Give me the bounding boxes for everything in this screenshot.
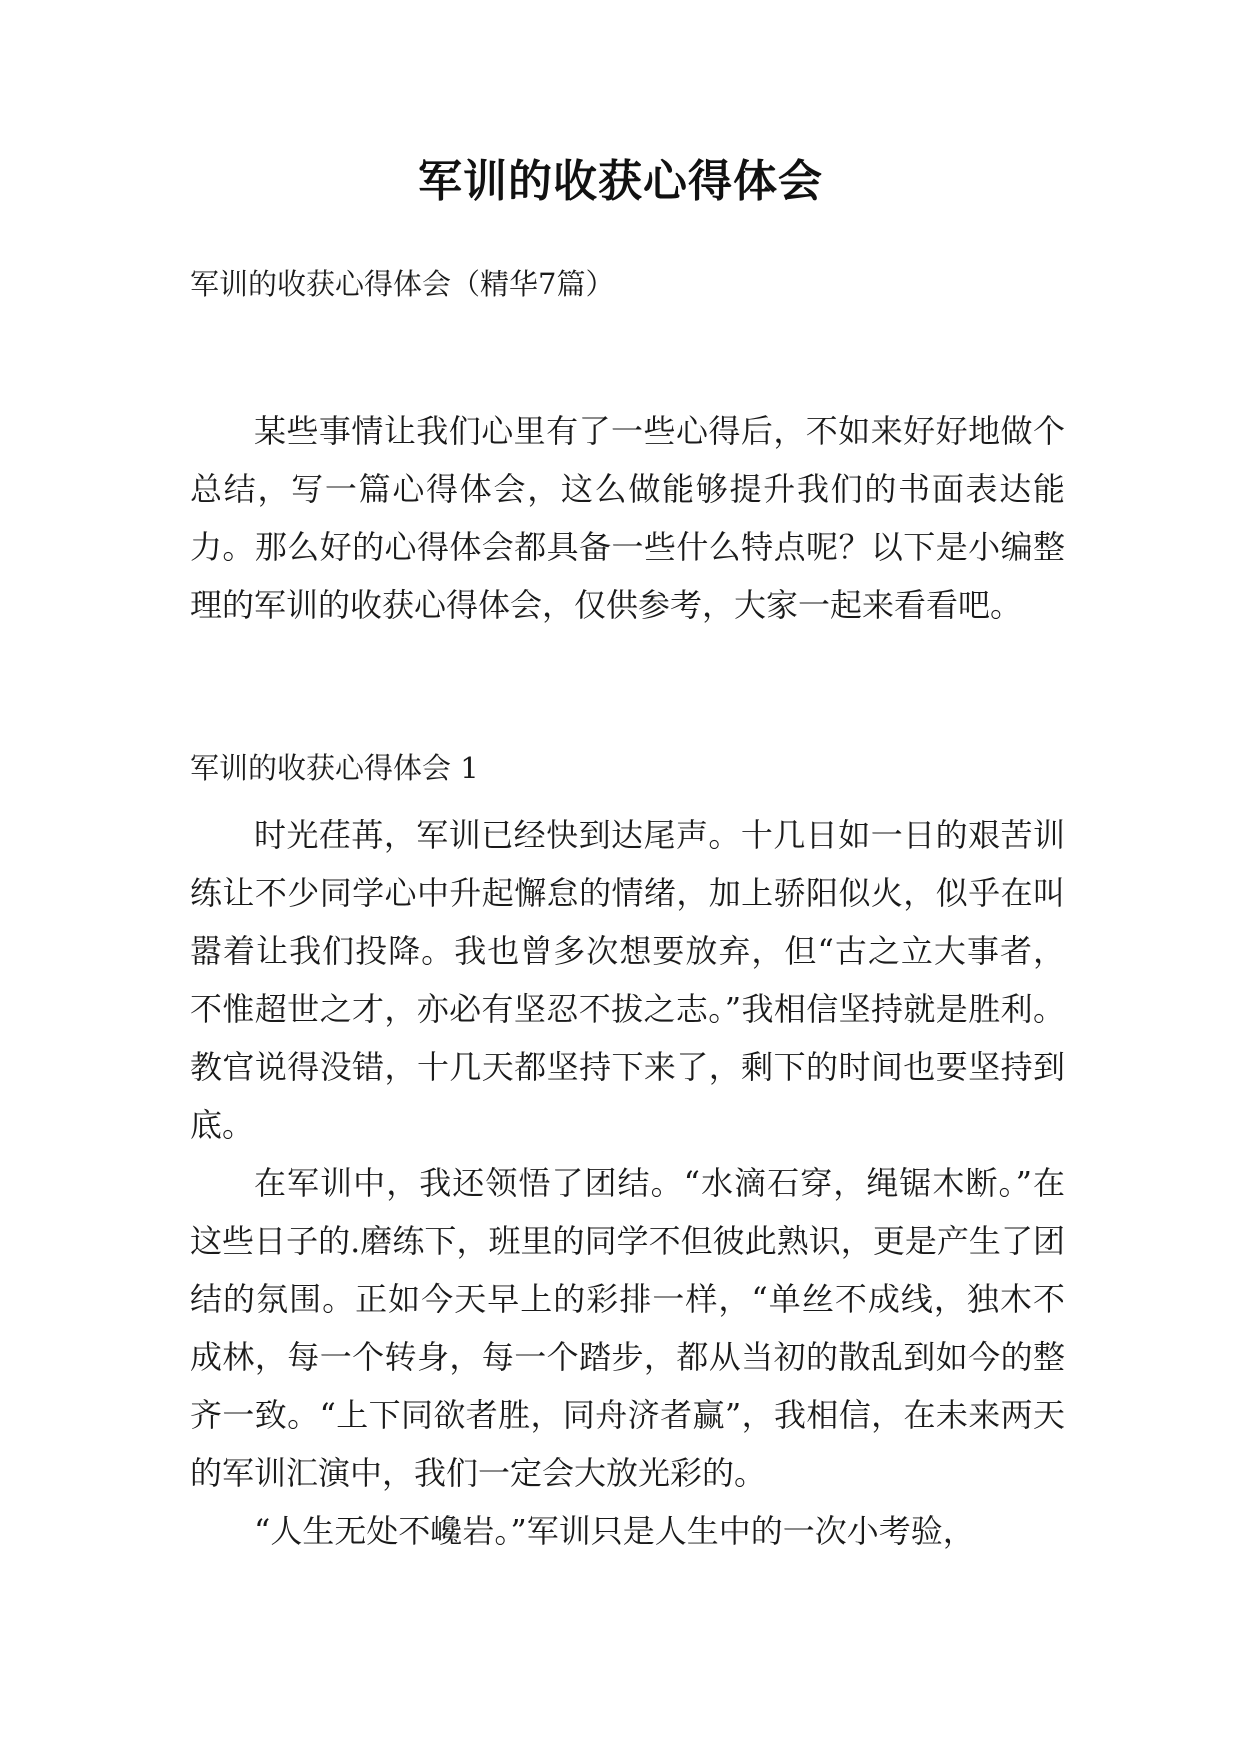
document-title: 军训的收获心得体会 [418,156,823,207]
section-paragraph: 在军训中，我还领悟了团结。“水滴石穿，绳锯木断。”在这些日子的.磨练下，班里的同学不但彼此熟识，更是产生了团结的氛围。正如今天早上的彩排一样，“单丝不成线，独木不成林，每一个转身，每一个踏步，都从当初的散乱到如今的整齐一致。“上下同欲者胜，同舟济者赢”，我相信，在未来两天的军训汇演中，我们一定会大放光彩的。 [190,1164,1065,1492]
section-paragraph: “人生无处不巉岩。”军训只是人生中的一次小考验， [254,1512,975,1550]
document-subtitle: 军训的收获心得体会（精华7篇） [190,267,615,301]
intro-block [190,402,1065,634]
section-paragraph: 时光荏苒，军训已经快到达尾声。十几日如一日的艰苦训练让不少同学心中升起懈怠的情绪，加上骄阳似火，似乎在叫嚣着让我们投降。我也曾多次想要放弃，但“古之立大事者，不惟超世之才，亦必有坚忍不拔之志。”我相信坚持就是胜利。教官说得没错，十几天都坚持下来了，剩下的时间也要坚持到底。 [190,816,1065,1144]
intro-paragraph: 某些事情让我们心里有了一些心得后，不如来好好地做个总结，写一篇心得体会，这么做能够提升我们的书面表达能力。那么好的心得体会都具备一些什么特点呢？以下是小编整理的军训的收获心得体会，仅供参考，大家一起来看看吧。 [190,412,1065,624]
section-heading: 军训的收获心得体会 1 [190,751,479,785]
section-body [190,806,1065,1560]
